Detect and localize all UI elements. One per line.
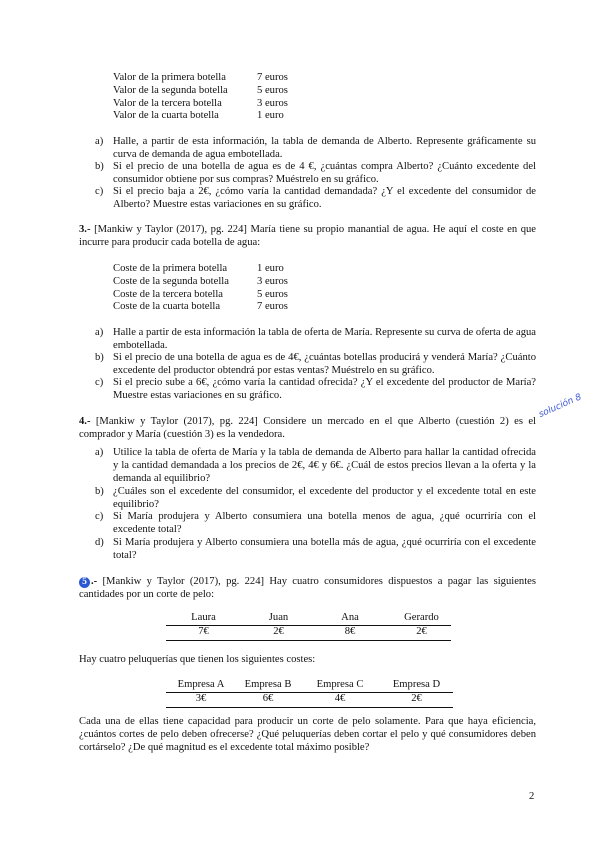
item-text: Si el precio de una botella de agua es de 4€, ¿cuántas botellas producirá y venderá María? ¿Cuánto excedente del productor obtendrá por estas ventas? Muéstrelo en su gráfico. bbox=[113, 352, 536, 376]
question-item bbox=[95, 537, 536, 563]
table-header-cell: Laura bbox=[191, 612, 216, 623]
question-text: [Mankiw y Taylor (2017), pg. 224] Considere un mercado en el que Alberto (cuestión 2) es el comprador y María (cuestión 3) es la vendedora. bbox=[79, 416, 536, 440]
item-value: 5 euros bbox=[257, 288, 288, 300]
circled-number: 5 bbox=[79, 577, 90, 588]
question-item bbox=[95, 447, 536, 485]
table-cell: 2€ bbox=[273, 626, 284, 637]
question-3 bbox=[79, 224, 536, 250]
table-bottom-rule bbox=[166, 707, 453, 708]
table-bottom-rule bbox=[166, 640, 451, 641]
question-item bbox=[95, 486, 536, 512]
question-text: [Mankiw y Taylor (2017), pg. 224] Hay cuatro consumidores dispuestos a pagar las siguientes cantidades por un corte de pelo: bbox=[79, 576, 536, 600]
table-cell: 7€ bbox=[198, 626, 209, 637]
item-marker: b) bbox=[95, 161, 104, 172]
item-marker: d) bbox=[95, 537, 104, 548]
value-list bbox=[113, 72, 288, 123]
paragraph: Hay cuatro peluquerías que tienen los siguientes costes: bbox=[79, 654, 316, 665]
item-value: 7 euros bbox=[257, 301, 288, 313]
firm-table-row bbox=[170, 693, 457, 706]
item-marker: a) bbox=[95, 327, 104, 338]
item-text: ¿Cuáles son el excedente del consumidor, el excedente del productor y el excedente total en este equilibrio? bbox=[113, 486, 536, 510]
item-marker: c) bbox=[95, 186, 104, 197]
table-cell: 8€ bbox=[344, 626, 356, 637]
item-label: Valor de la tercera botella bbox=[113, 97, 222, 109]
item-value: 5 euros bbox=[257, 84, 288, 96]
item-value: 1 euro bbox=[257, 263, 284, 274]
table-cell: 4€ bbox=[334, 693, 346, 704]
question-item bbox=[95, 186, 536, 212]
list-item bbox=[113, 85, 288, 98]
item-value: 7 euros bbox=[257, 72, 288, 83]
item-value: 3 euros bbox=[257, 275, 288, 287]
question-item bbox=[95, 136, 536, 162]
question-number: 4.- bbox=[79, 416, 91, 427]
table-header-cell: Juan bbox=[268, 612, 289, 623]
table-header-cell: Ana bbox=[341, 612, 359, 623]
list-item bbox=[113, 110, 288, 123]
item-label: Coste de la tercera botella bbox=[113, 288, 224, 300]
list-item bbox=[113, 263, 288, 276]
list-item bbox=[113, 301, 288, 314]
question-item bbox=[95, 377, 536, 403]
handwritten-note: solución 8 bbox=[537, 392, 584, 421]
item-text: Utilice la tabla de oferta de María y la tabla de demanda de Alberto para hallar la cantidad ofrecida y la cantidad demandada a los precios de 2€, 4€ y 6€. ¿Cuál de estos precios llevan a la oferta y la demanda al equilibrio? bbox=[113, 447, 536, 484]
list-item bbox=[113, 276, 288, 289]
item-label: Valor de la cuarta botella bbox=[113, 110, 219, 122]
item-label: Valor de la segunda botella bbox=[113, 84, 228, 96]
question-item bbox=[95, 511, 536, 537]
question-item bbox=[95, 327, 536, 353]
cost-list bbox=[113, 263, 288, 314]
item-marker: a) bbox=[95, 447, 104, 458]
item-text: Si el precio de una botella de agua es de 4 €, ¿cuántas compra Alberto? ¿Cuánto excedente del consumidor obtiene por sus compras? Muéstrelo en su gráfico. bbox=[113, 161, 536, 185]
item-marker: a) bbox=[95, 136, 104, 147]
item-label: Coste de la cuarta botella bbox=[113, 301, 221, 313]
item-label: Coste de la segunda botella bbox=[113, 275, 229, 287]
page-number: 2 bbox=[529, 791, 535, 802]
item-label: Valor de la primera botella bbox=[113, 72, 226, 83]
item-marker: b) bbox=[95, 352, 104, 363]
item-marker: c) bbox=[95, 377, 104, 388]
question-text: [Mankiw y Taylor (2017), pg. 224] María tiene su propio manantial de agua. He aquí el coste en que incurre para producir cada botella de agua: bbox=[79, 224, 536, 248]
paragraph: Cada una de ellas tiene capacidad para producir un corte de pelo solamente. Para que haya eficiencia, ¿cuántos cortes de pelo deben ofrecerse? ¿Qué peluquerías deben cortar el pelo y qué consumidores deben cortárselo? ¿De qué magnitud es el excedente total máximo posible? bbox=[79, 716, 536, 753]
list-item bbox=[113, 98, 288, 111]
list-item bbox=[113, 289, 288, 302]
question-number: 3.- bbox=[79, 224, 91, 235]
item-text: Si María produjera y Alberto consumiera una botella menos de agua, ¿qué ocurriría con el excedente total? bbox=[113, 511, 536, 535]
consumer-table-header bbox=[172, 612, 465, 625]
question-item bbox=[95, 161, 536, 187]
table-cell: 3€ bbox=[195, 693, 207, 704]
item-text: Halle a partir de esta información la tabla de oferta de María. Represente su curva de oferta de agua embotellada. bbox=[113, 327, 536, 351]
item-value: 1 euro bbox=[257, 110, 284, 122]
table-header-cell: Empresa B bbox=[244, 679, 292, 690]
question-number-suffix: .- bbox=[91, 576, 98, 587]
question-item bbox=[95, 352, 536, 378]
item-value: 3 euros bbox=[257, 97, 288, 109]
consumer-table-row bbox=[172, 626, 465, 639]
table-cell: 2€ bbox=[416, 626, 427, 637]
table-header-cell: Gerardo bbox=[404, 612, 439, 623]
table-header-cell: Empresa C bbox=[316, 679, 364, 690]
question-5 bbox=[79, 576, 536, 602]
list-item bbox=[113, 72, 288, 85]
table-cell: 6€ bbox=[262, 693, 274, 704]
table-cell: 2€ bbox=[411, 693, 422, 704]
item-text: Halle, a partir de esta información, la tabla de demanda de Alberto. Represente gráficamente su curva de demanda de agua embotellada. bbox=[113, 136, 536, 160]
item-marker: b) bbox=[95, 486, 104, 497]
item-label: Coste de la primera botella bbox=[113, 263, 228, 274]
item-text: Si el precio sube a 6€, ¿cómo varía la cantidad ofrecida? ¿Y el excedente del productor de María? Muestre estas variaciones en su gráfico. bbox=[113, 377, 536, 401]
item-marker: c) bbox=[95, 511, 104, 522]
question-4 bbox=[79, 416, 536, 442]
firm-table-header bbox=[170, 679, 457, 692]
item-text: Si el precio baja a 2€, ¿cómo varía la cantidad demandada? ¿Y el excedente del consumidor de Alberto? Muestre estas variaciones en su gráfico. bbox=[113, 186, 536, 210]
item-text: Si María produjera y Alberto consumiera una botella más de agua, ¿qué ocurriría con el excedente total? bbox=[113, 537, 536, 561]
table-header-cell: Empresa D bbox=[392, 679, 441, 690]
table-header-cell: Empresa A bbox=[177, 679, 225, 690]
